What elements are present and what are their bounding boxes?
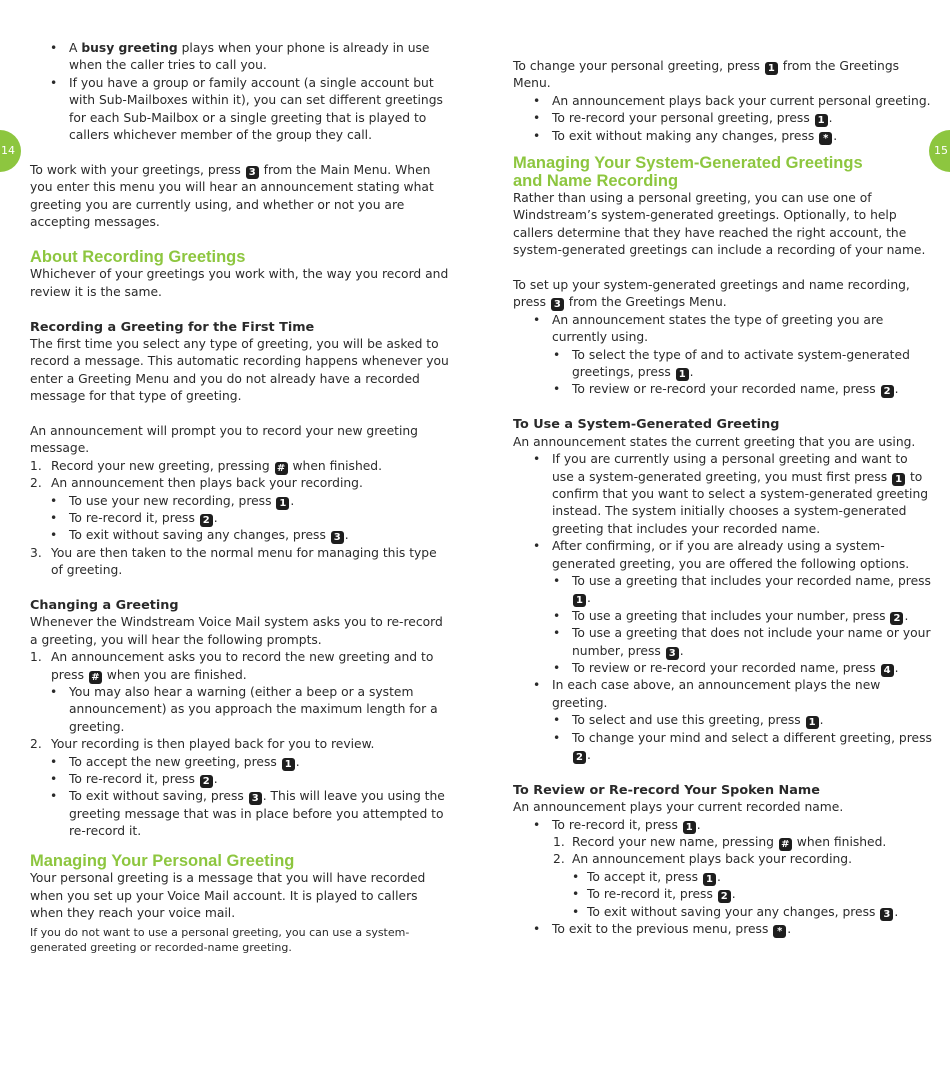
key-3-icon: 3: [249, 792, 262, 805]
section-heading: Managing Your System-Generated Greetings and Name Recording: [513, 154, 863, 190]
list-item: • To use your new recording, press 1 .: [50, 493, 295, 509]
key-1-icon: 1: [703, 873, 716, 886]
paragraph: Whenever the Windstream Voice Mail system asks you to re-record a greeting, you will hear the following prompts.: [30, 615, 443, 647]
key-hash-icon: #: [779, 838, 792, 851]
list-marker: •: [50, 789, 58, 804]
key-hash-icon: #: [275, 462, 288, 475]
list-marker: •: [572, 904, 580, 919]
key-1-icon: 1: [676, 368, 689, 381]
key-2-icon: 2: [881, 385, 894, 398]
subsection-heading: Recording a Greeting for the First Time: [30, 319, 315, 335]
page-number-left: 14: [1, 144, 15, 157]
list-item: • To accept the new greeting, press 1 .: [50, 754, 300, 770]
key-2-icon: 2: [573, 751, 586, 764]
first-time-steps-cont: [30, 545, 450, 580]
list-marker: •: [50, 772, 58, 787]
sub-list: [30, 754, 450, 841]
list-item: • An announcement plays back your current personal greeting.: [513, 93, 933, 110]
list-marker: •: [50, 41, 58, 55]
list-marker: •: [533, 539, 541, 554]
list-marker: •: [553, 382, 561, 397]
paragraph: An announcement will prompt you to record your new greeting message.: [30, 423, 418, 456]
key-3-icon: 3: [551, 298, 564, 311]
list-marker: •: [533, 817, 541, 832]
list-marker: •: [533, 678, 541, 693]
list-marker: 1.: [30, 650, 42, 665]
list-item: • In each case above, an announcement plays the new greeting.: [533, 678, 881, 710]
list-marker: •: [50, 685, 58, 700]
list-item: • To select the type of and to activate system-generated greetings, press 1 .: [553, 347, 910, 381]
review-name-list: [513, 817, 933, 939]
list-item: 3. You are then taken to the normal menu for managing this type of greeting.: [30, 545, 437, 578]
key-2-icon: 2: [200, 514, 213, 527]
list-item: • To re-record your personal greeting, press 1 .: [533, 111, 833, 127]
note-text: If you do not want to use a personal greeting, you can use a system-generated greeting or recorded-name greeting.: [30, 926, 410, 955]
list-item: 1. Record your new greeting, pressing # when finished.: [30, 458, 383, 474]
subsection-heading: To Use a System-Generated Greeting: [513, 417, 780, 433]
list-item: • To exit without saving your any changes, press 3 .: [572, 904, 899, 920]
list-marker: •: [553, 608, 561, 623]
paragraph: Your personal greeting is a message that you will have recorded when you set up your Voice Mail account. It is played to callers when they reach your voice mail.: [30, 871, 426, 921]
list-marker: •: [50, 75, 58, 90]
list-marker: •: [553, 626, 561, 641]
list-marker: •: [50, 528, 58, 543]
paragraph: An announcement states the current greeting that you are using.: [513, 434, 916, 449]
section-heading: About Recording Greetings: [30, 247, 246, 266]
section-heading: Managing Your Personal Greeting: [30, 851, 295, 870]
list-marker: •: [553, 347, 561, 362]
key-4-icon: 4: [881, 664, 894, 677]
key-3-icon: 3: [331, 531, 344, 544]
list-marker: 3.: [30, 545, 42, 560]
list-item: 1. Record your new name, pressing # when finished.: [553, 835, 887, 851]
sub-list: [30, 493, 450, 545]
list-item: • To re-record it, press 2 .: [50, 511, 218, 526]
list-item: • To use a greeting that includes your number, press 2 .: [553, 608, 909, 624]
key-star-icon: *: [773, 925, 786, 938]
key-1-icon: 1: [276, 497, 289, 510]
list-item: 1. An announcement asks you to record the new greeting and to press # when you are finished.: [30, 650, 434, 683]
key-3-icon: 3: [880, 908, 893, 921]
list-item: • To select and use this greeting, press 1 .: [553, 713, 824, 729]
changing-steps-cont: [30, 736, 450, 753]
list-marker: 1.: [30, 458, 42, 473]
key-1-icon: 1: [282, 758, 295, 771]
key-1-icon: 1: [815, 114, 828, 127]
list-item: • To review or re-record your recorded name, press 2 .: [553, 382, 899, 398]
list-item: • An announcement states the type of greeting you are currently using.: [533, 312, 884, 345]
work-with-greetings-text: To work with your greetings, press 3 from the Main Menu. When you enter this menu you will hear an announcement stating what greeting you are currently using, and whether or not you are accepting messages.: [30, 162, 434, 230]
list-marker: •: [533, 452, 541, 467]
use-system-greeting-list: [513, 451, 933, 764]
paragraph: Rather than using a personal greeting, you can use one of Windstream’s system-generated greetings. Optionally, to help callers determine that they have reached the right account, the system-generated greetings can include a recording of your name.: [513, 191, 926, 258]
list-item: • To use a greeting that does not include your name or your number, press 3 .: [553, 626, 931, 659]
list-item: • You may also hear a warning (either a beep or a system announcement) as you approach the maximum length for a greeting.: [50, 685, 438, 734]
list-marker: •: [533, 312, 541, 327]
left-page-column: [30, 40, 450, 955]
list-item: 2. An announcement plays back your recording.: [513, 851, 933, 868]
sub-list: [30, 684, 450, 736]
paragraph: To set up your system-generated greetings and name recording, press 3 from the Greetings Menu.: [513, 278, 910, 311]
list-item: • To re-record it, press 2 .: [50, 772, 218, 788]
list-marker: •: [533, 128, 541, 143]
key-1-icon: 1: [765, 62, 778, 75]
list-marker: •: [533, 93, 541, 108]
changing-steps: [30, 649, 450, 684]
list-item: • To accept it, press 1 .: [572, 869, 721, 885]
paragraph: To change your personal greeting, press 1 from the Greetings Menu.: [513, 59, 900, 91]
key-2-icon: 2: [890, 612, 903, 625]
list-item: • To re-record it, press 2 .: [572, 887, 736, 903]
list-item: • To review or re-record your recorded name, press 4 .: [553, 660, 899, 676]
list-item: • To exit to the previous menu, press * .: [533, 922, 792, 938]
list-marker: •: [553, 660, 561, 675]
key-star-icon: *: [819, 132, 832, 145]
paragraph: The first time you select any type of greeting, you will be asked to record a message. This automatic recording happens whenever you enter a Greeting Menu and you do not already have a recorded message for that type of greeting.: [30, 336, 449, 404]
list-item: • If you have a group or family account (a single account but with Sub-Mailboxes within it), you can set different greetings for each Sub-Mailbox or a single greeting that is played to callers whichever member of the group they call.: [50, 75, 443, 143]
list-marker: •: [572, 869, 580, 884]
list-item: • To use a greeting that includes your recorded name, press 1 .: [553, 573, 931, 607]
list-item: 2. An announcement then plays back your recording.: [30, 475, 450, 492]
change-greeting-list: [513, 93, 933, 145]
greeting-types-list: [30, 40, 450, 144]
list-marker: 2.: [30, 737, 42, 752]
list-item: • To exit without saving, press 3 . This will leave you using the greeting message that was in place before you attempted to re-record it.: [50, 789, 445, 839]
list-marker: •: [50, 493, 58, 508]
list-marker: 2.: [553, 852, 565, 867]
list-item: • A busy greeting plays when your phone is already in use when the caller tries to call you.: [50, 41, 430, 73]
list-marker: •: [533, 111, 541, 126]
list-item: 2. Your recording is then played back for you to review.: [30, 736, 450, 753]
list-marker: •: [572, 887, 580, 902]
list-item: • To exit without making any changes, press * .: [533, 128, 838, 144]
list-marker: •: [50, 511, 58, 525]
key-1-icon: 1: [573, 594, 586, 607]
list-item: • To re-record it, press 1 .: [533, 817, 701, 833]
list-marker: •: [553, 713, 561, 728]
page-number-tab-left: [0, 130, 21, 172]
paragraph: Whichever of your greetings you work with, the way you record and review it is the same.: [30, 267, 449, 299]
key-1-icon: 1: [806, 716, 819, 729]
key-1-icon: 1: [892, 473, 905, 486]
key-3-icon: 3: [246, 166, 259, 179]
list-item: • If you are currently using a personal greeting and want to use a system-generated greeting, you must first press 1 to confirm that you want to select a system-generated greeting instead. The system initially chooses a system-generated greeting that includes your recorded name.: [533, 452, 929, 536]
list-marker: •: [533, 922, 541, 937]
key-1-icon: 1: [683, 821, 696, 834]
list-item: • After confirming, or if you are already using a system-generated greeting, you are offered the following options.: [533, 539, 910, 571]
list-item: • To exit without saving any changes, press 3 .: [50, 528, 349, 544]
key-2-icon: 2: [200, 775, 213, 788]
right-page-column: [513, 58, 933, 938]
list-marker: 2.: [30, 476, 42, 491]
key-2-icon: 2: [718, 890, 731, 903]
list-marker: •: [553, 730, 561, 745]
setup-list: [513, 312, 933, 399]
first-time-steps: [30, 458, 450, 493]
list-item: • To change your mind and select a different greeting, press 2 .: [553, 730, 932, 763]
subsection-heading: To Review or Re-record Your Spoken Name: [513, 782, 820, 798]
page-number-right: 15: [934, 144, 948, 157]
key-3-icon: 3: [666, 647, 679, 660]
subsection-heading: Changing a Greeting: [30, 598, 179, 614]
list-marker: •: [553, 573, 561, 588]
list-marker: •: [50, 754, 58, 769]
list-marker: 1.: [553, 835, 565, 850]
paragraph: An announcement plays your current recorded name.: [513, 800, 844, 815]
key-hash-icon: #: [89, 671, 102, 684]
